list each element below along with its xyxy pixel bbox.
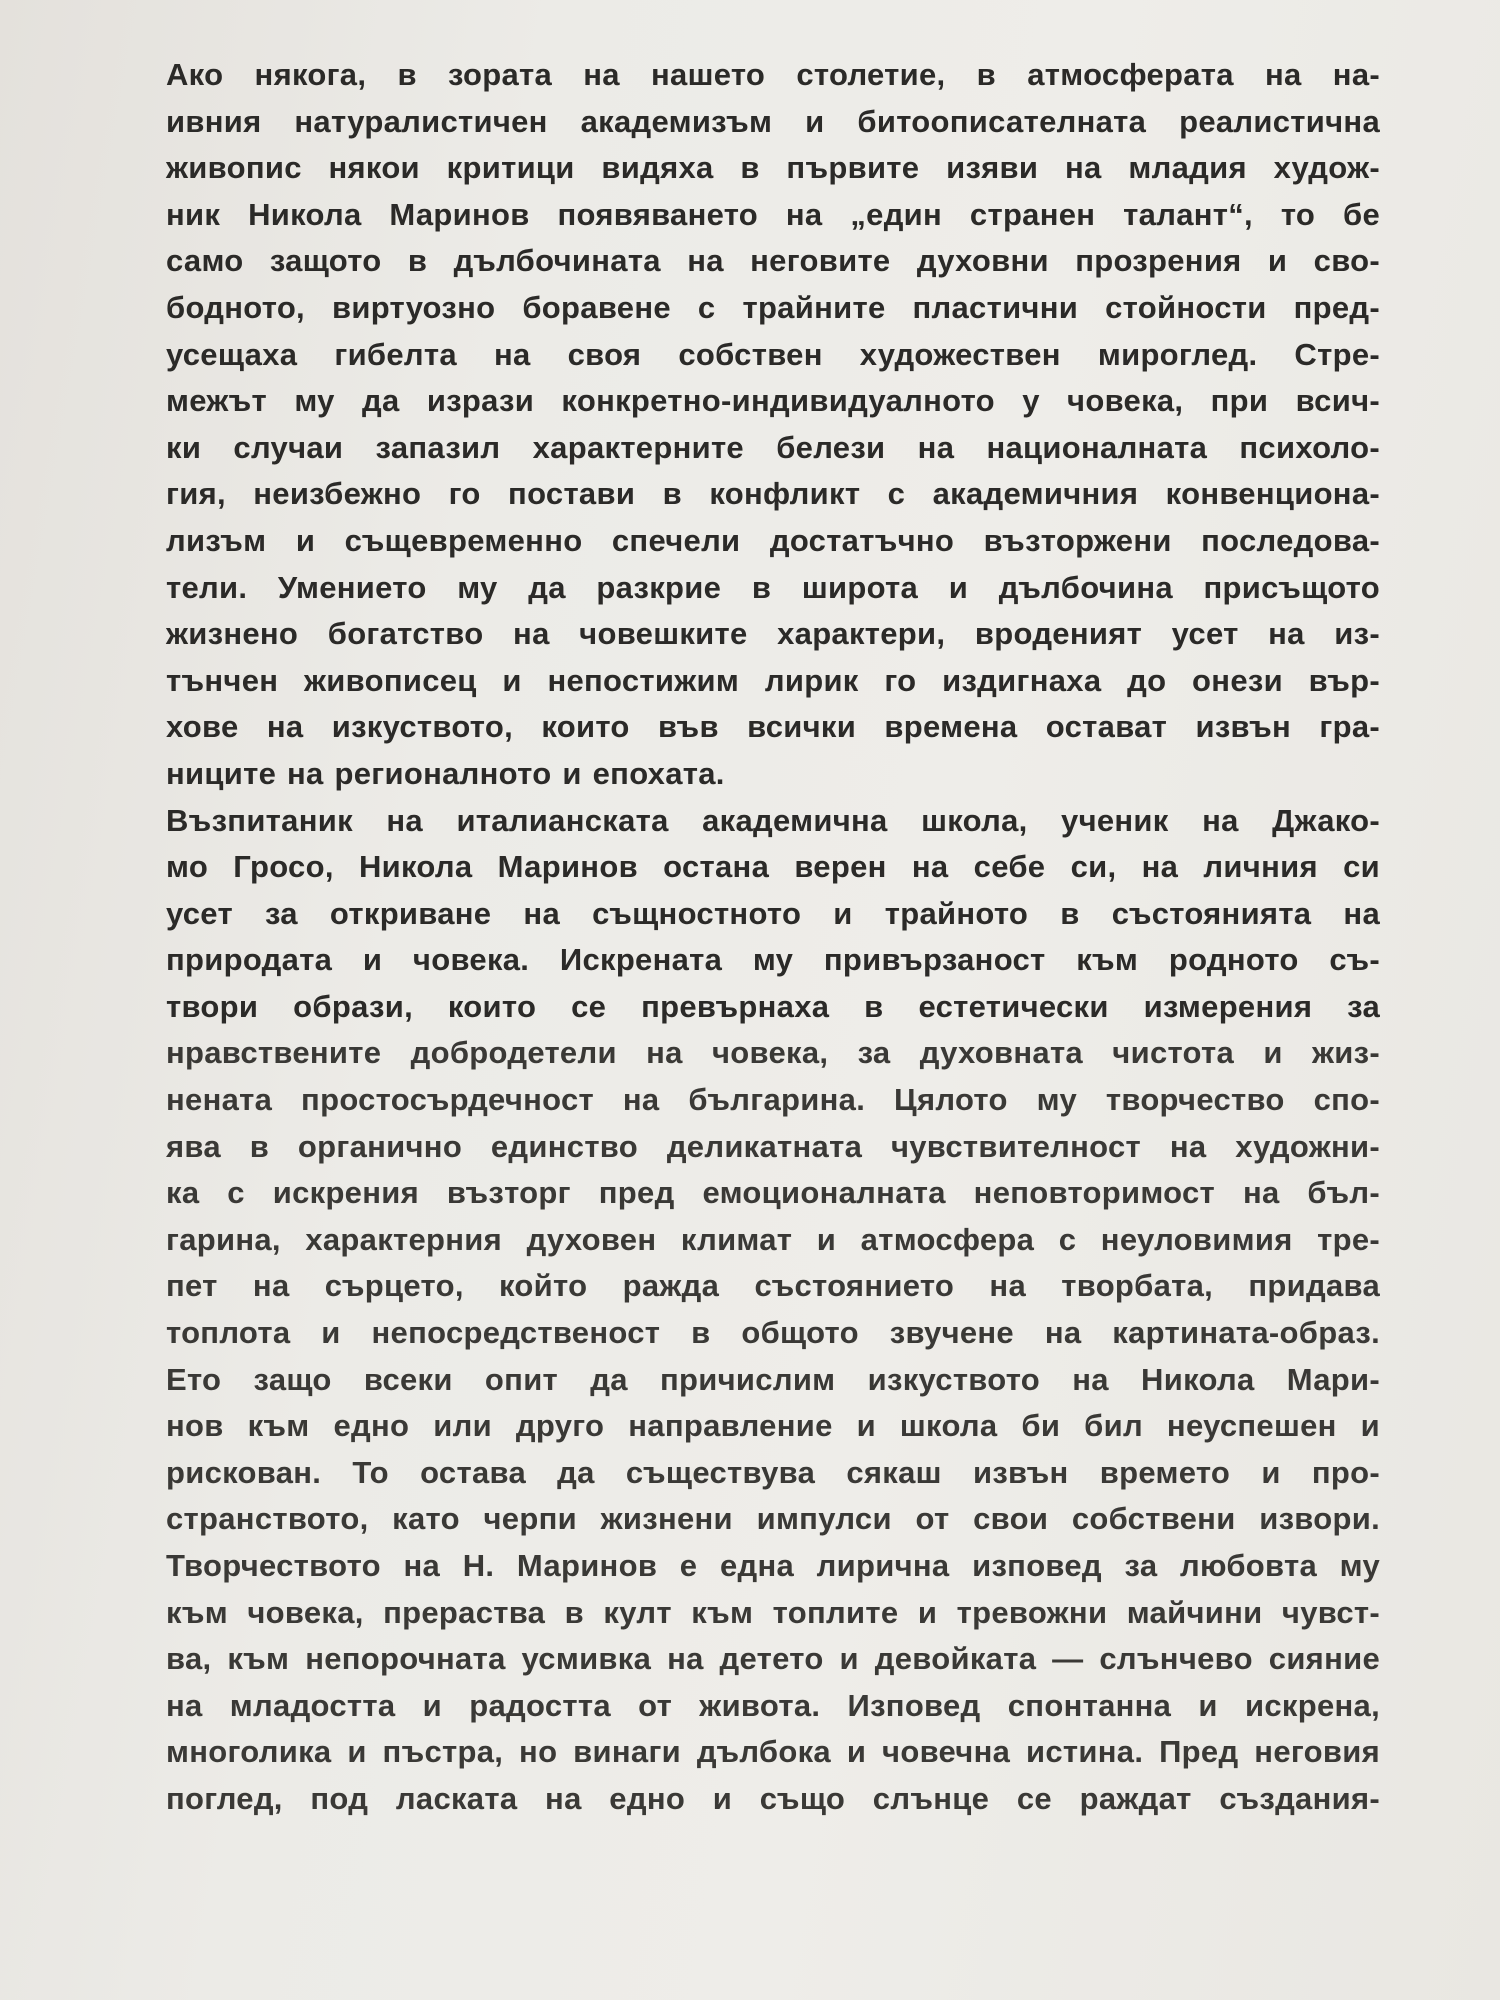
text-line: гия, неизбежно го постави в конфликт с академичния конвенциона- [166,476,1380,512]
text-line: поглед, под ласката на едно и също слънце се раждат създания- [166,1780,1380,1816]
text-line: жизнено богатство на човешките характери, вроденият усет на из- [166,616,1380,652]
text-line: ва, към непорочната усмивка на детето и девойката — слънчево сияние [166,1641,1380,1677]
text-line: Творчеството на Н. Маринов е една лирична изповед за любовта му [166,1548,1380,1583]
text-line: Възпитаник на италианската академична школа, ученик на Джако- [166,802,1380,838]
text-line: гарина, характерния духовен климат и атмосфера с неуловимия тре- [166,1221,1380,1257]
text-line: нравствените добродетели на човека, за духовната чистота и жиз- [166,1035,1380,1071]
text-line: ки случаи запазил характерните белези на националната психоло- [166,429,1380,465]
text-line: само защото в дълбочината на неговите духовни прозрения и сво- [166,243,1380,279]
text-line: тели. Умението му да разкрие в широта и дълбочина присъщото [166,569,1380,605]
text-line: твори образи, които се превърнаха в естетически измерения за [166,988,1380,1024]
text-line: бодното, виртуозно боравене с трайните пластични стойности пред- [166,289,1380,325]
text-line: рискован. То остава да съществува сякаш извън времето и про- [166,1454,1380,1490]
text-line: ка с искрения възторг пред емоционалната неповторимост на бъл- [166,1175,1380,1211]
text-line: нената простосърдечност на българина. Цялото му творчество спо- [166,1082,1380,1118]
text-line: на младостта и радостта от живота. Изповед спонтанна и искрена, [166,1687,1380,1723]
text-line: многолика и пъстра, но винаги дълбока и човечна истина. Пред неговия [166,1734,1380,1770]
text-line: лизъм и същевременно спечели достатъчно възторжени последова- [166,522,1380,558]
text-line: хове на изкуството, които във всички времена остават извън гра- [166,709,1380,745]
text-line: ник Никола Маринов появяването на „един странен талант“, то бе [166,196,1380,232]
text-line: мо Гросо, Никола Маринов остана верен на себе си, на личния си [166,849,1380,885]
text-line: Ето защо всеки опит да причислим изкуството на Никола Мари- [166,1361,1380,1397]
text-line: ниците на регионалното и епохата. [166,755,725,791]
document-body [166,52,1380,1823]
text-line: природата и човека. Искрената му привързаност към родното съ- [166,942,1380,978]
text-line: нов към едно или друго направление и школа би бил неуспешен и [166,1408,1380,1444]
text-line: тънчен живописец и непостижим лирик го издигнаха до онези вър- [166,662,1380,698]
text-line: Ако някога, в зората на нашето столетие, в атмосферата на на- [166,57,1380,92]
text-line: живопис някои критици видяха в първите изяви на младия худож- [166,150,1380,186]
text-line: межът му да изрази конкретно-индивидуалното у човека, при всич- [166,383,1380,419]
text-line: усещаха гибелта на своя собствен художествен мироглед. Стре- [166,336,1380,372]
text-line: към човека, прераства в култ към топлите и тревожни майчини чувст- [166,1594,1380,1630]
text-line: усет за откриване на същностното и трайното в състоянията на [166,895,1380,931]
text-line: странството, като черпи жизнени импулси от свои собствени извори. [166,1501,1380,1537]
text-line: ява в органично единство деликатната чувствителност на художни- [166,1128,1380,1164]
text-line: пет на сърцето, който ражда състоянието на творбата, придава [166,1268,1380,1304]
text-line: ивния натуралистичен академизъм и битоописателната реалистична [166,103,1380,139]
text-line: топлота и непосредственост в общото звучене на картината-образ. [166,1315,1380,1351]
